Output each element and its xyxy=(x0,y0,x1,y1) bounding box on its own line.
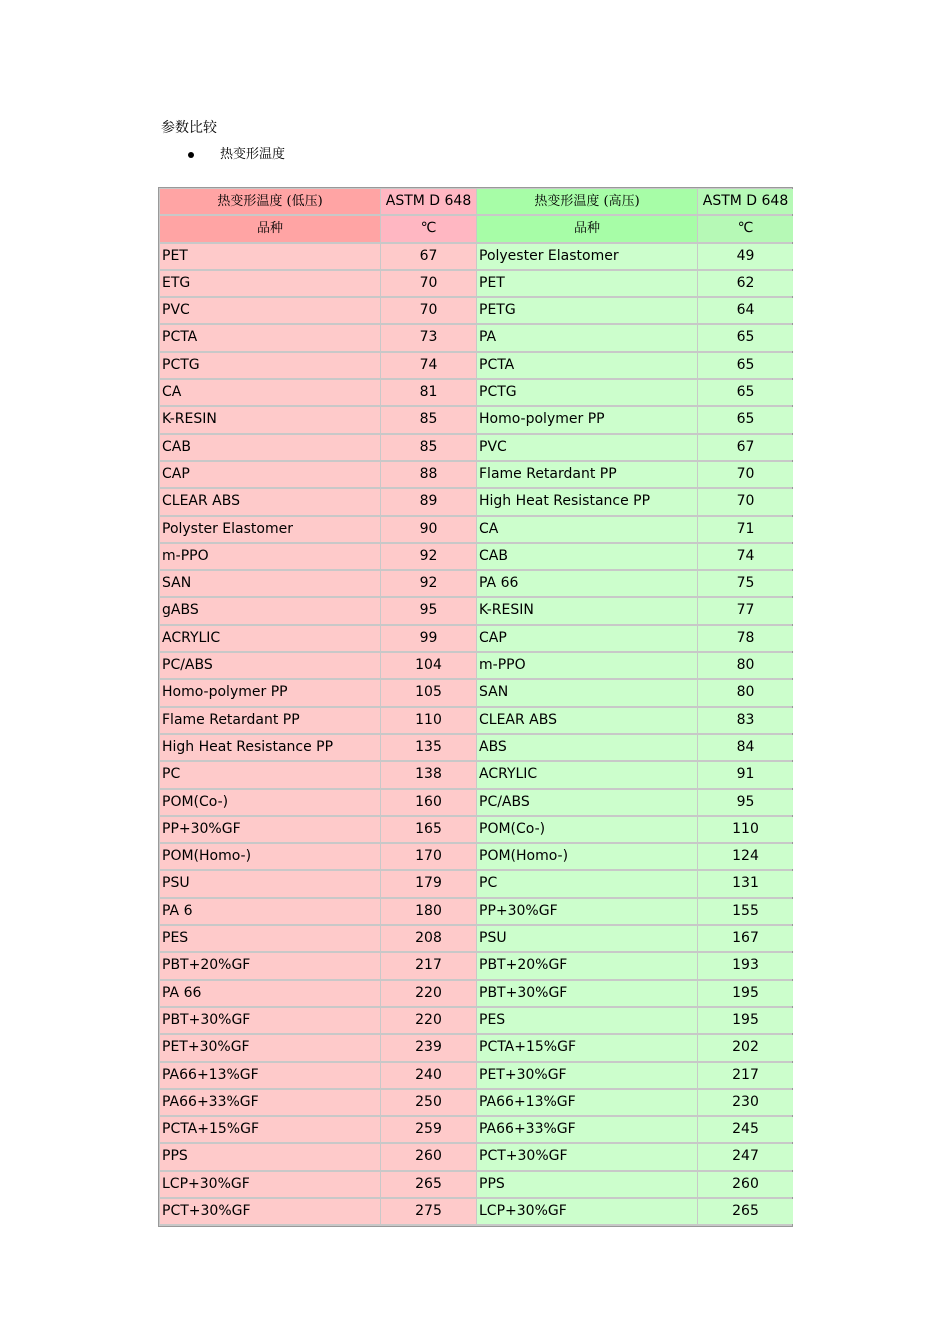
low-hdt-value: 74 xyxy=(381,353,476,378)
high-hdt-value: 78 xyxy=(698,626,793,651)
low-hdt-value: 260 xyxy=(381,1144,476,1169)
high-hdt-value: 71 xyxy=(698,517,793,542)
high-hdt-value: 65 xyxy=(698,325,793,350)
high-hdt-value: 91 xyxy=(698,762,793,787)
low-hdt-value: 170 xyxy=(381,844,476,869)
high-material-name: PVC xyxy=(477,435,697,460)
high-hdt-value: 167 xyxy=(698,926,793,951)
low-material-name: PET xyxy=(160,244,380,269)
low-material-name: PCTA+15%GF xyxy=(160,1117,380,1142)
high-hdt-value: 65 xyxy=(698,380,793,405)
high-hdt-value: 230 xyxy=(698,1090,793,1115)
high-hdt-value: 84 xyxy=(698,735,793,760)
high-material-name: CA xyxy=(477,517,697,542)
high-hdt-value: 195 xyxy=(698,1008,793,1033)
high-material-name: PA xyxy=(477,325,697,350)
low-hdt-value: 92 xyxy=(381,544,476,569)
low-material-name: PBT+30%GF xyxy=(160,1008,380,1033)
high-hdt-value: 202 xyxy=(698,1035,793,1060)
low-material-name: POM(Homo-) xyxy=(160,844,380,869)
high-material-name: PC/ABS xyxy=(477,790,697,815)
low-hdt-value: 259 xyxy=(381,1117,476,1142)
bullet-item xyxy=(186,146,285,164)
low-hdt-value: 220 xyxy=(381,981,476,1006)
high-material-name: PA 66 xyxy=(477,571,697,596)
low-material-name: PCT+30%GF xyxy=(160,1199,380,1224)
high-hdt-value: 260 xyxy=(698,1172,793,1197)
high-material-name: PPS xyxy=(477,1172,697,1197)
low-material-name: POM(Co-) xyxy=(160,790,380,815)
high-hdt-value: 265 xyxy=(698,1199,793,1224)
low-hdt-value: 180 xyxy=(381,899,476,924)
high-material-name: PBT+30%GF xyxy=(477,981,697,1006)
high-material-name: ABS xyxy=(477,735,697,760)
high-hdt-value: 65 xyxy=(698,353,793,378)
low-material-name: gABS xyxy=(160,598,380,623)
high-hdt-value: 195 xyxy=(698,981,793,1006)
header-high-standard: ASTM D 648 xyxy=(698,189,793,214)
low-material-name: High Heat Resistance PP xyxy=(160,735,380,760)
high-material-name: Flame Retardant PP xyxy=(477,462,697,487)
header-low-title: 热变形温度 (低压) xyxy=(160,189,380,214)
low-hdt-value: 208 xyxy=(381,926,476,951)
low-hdt-value: 92 xyxy=(381,571,476,596)
low-hdt-value: 70 xyxy=(381,271,476,296)
low-material-name: PBT+20%GF xyxy=(160,953,380,978)
high-material-name: Polyester Elastomer xyxy=(477,244,697,269)
low-hdt-value: 104 xyxy=(381,653,476,678)
high-material-name: PCTA xyxy=(477,353,697,378)
low-material-name: CA xyxy=(160,380,380,405)
low-material-name: PCTG xyxy=(160,353,380,378)
high-hdt-value: 155 xyxy=(698,899,793,924)
high-hdt-value: 131 xyxy=(698,871,793,896)
subheader-low-unit: ℃ xyxy=(381,216,476,241)
low-material-name: K-RESIN xyxy=(160,407,380,432)
header-high-title: 热变形温度 (高压) xyxy=(477,189,697,214)
high-material-name: PCTG xyxy=(477,380,697,405)
low-material-name: Polyster Elastomer xyxy=(160,517,380,542)
low-hdt-value: 89 xyxy=(381,489,476,514)
low-hdt-value: 239 xyxy=(381,1035,476,1060)
high-hdt-value: 70 xyxy=(698,462,793,487)
high-material-name: PES xyxy=(477,1008,697,1033)
low-hdt-value: 67 xyxy=(381,244,476,269)
low-material-name: Homo-polymer PP xyxy=(160,680,380,705)
low-hdt-value: 179 xyxy=(381,871,476,896)
low-material-name: PC/ABS xyxy=(160,653,380,678)
low-material-name: PP+30%GF xyxy=(160,817,380,842)
high-hdt-value: 247 xyxy=(698,1144,793,1169)
high-hdt-value: 65 xyxy=(698,407,793,432)
high-hdt-value: 80 xyxy=(698,680,793,705)
low-material-name: ACRYLIC xyxy=(160,626,380,651)
bullet-text: 热变形温度 xyxy=(220,147,286,162)
high-material-name: PSU xyxy=(477,926,697,951)
low-material-name: Flame Retardant PP xyxy=(160,708,380,733)
low-hdt-value: 105 xyxy=(381,680,476,705)
high-hdt-value: 62 xyxy=(698,271,793,296)
high-hdt-value: 67 xyxy=(698,435,793,460)
low-material-name: ETG xyxy=(160,271,380,296)
low-material-name: CAP xyxy=(160,462,380,487)
high-hdt-value: 49 xyxy=(698,244,793,269)
high-material-name: m-PPO xyxy=(477,653,697,678)
low-material-name: PES xyxy=(160,926,380,951)
low-hdt-value: 220 xyxy=(381,1008,476,1033)
low-material-name: PPS xyxy=(160,1144,380,1169)
low-material-name: PET+30%GF xyxy=(160,1035,380,1060)
low-material-name: SAN xyxy=(160,571,380,596)
low-material-name: PA 66 xyxy=(160,981,380,1006)
low-hdt-value: 85 xyxy=(381,435,476,460)
hdt-comparison-table xyxy=(158,187,793,1227)
header-low-standard: ASTM D 648 xyxy=(381,189,476,214)
low-hdt-value: 265 xyxy=(381,1172,476,1197)
high-material-name: PET+30%GF xyxy=(477,1063,697,1088)
high-material-name: PCT+30%GF xyxy=(477,1144,697,1169)
high-material-name: High Heat Resistance PP xyxy=(477,489,697,514)
low-material-name: LCP+30%GF xyxy=(160,1172,380,1197)
low-hdt-value: 240 xyxy=(381,1063,476,1088)
high-material-name: CAB xyxy=(477,544,697,569)
high-material-name: SAN xyxy=(477,680,697,705)
low-hdt-value: 95 xyxy=(381,598,476,623)
low-material-name: PCTA xyxy=(160,325,380,350)
high-material-name: PET xyxy=(477,271,697,296)
high-hdt-value: 95 xyxy=(698,790,793,815)
high-material-name: K-RESIN xyxy=(477,598,697,623)
high-material-name: POM(Co-) xyxy=(477,817,697,842)
high-material-name: PA66+33%GF xyxy=(477,1117,697,1142)
high-hdt-value: 124 xyxy=(698,844,793,869)
high-hdt-value: 83 xyxy=(698,708,793,733)
high-material-name: PP+30%GF xyxy=(477,899,697,924)
high-material-name: LCP+30%GF xyxy=(477,1199,697,1224)
low-material-name: m-PPO xyxy=(160,544,380,569)
high-hdt-value: 217 xyxy=(698,1063,793,1088)
low-material-name: CAB xyxy=(160,435,380,460)
subheader-high-name: 品种 xyxy=(477,216,697,241)
high-hdt-value: 75 xyxy=(698,571,793,596)
low-material-name: PVC xyxy=(160,298,380,323)
low-hdt-value: 90 xyxy=(381,517,476,542)
high-material-name: CLEAR ABS xyxy=(477,708,697,733)
high-material-name: PCTA+15%GF xyxy=(477,1035,697,1060)
low-hdt-value: 135 xyxy=(381,735,476,760)
low-material-name: PA66+33%GF xyxy=(160,1090,380,1115)
subheader-low-name: 品种 xyxy=(160,216,380,241)
high-material-name: PA66+13%GF xyxy=(477,1090,697,1115)
low-material-name: PSU xyxy=(160,871,380,896)
low-hdt-value: 85 xyxy=(381,407,476,432)
page-heading: 参数比较 xyxy=(161,120,217,136)
low-hdt-value: 217 xyxy=(381,953,476,978)
bullet-dot-icon xyxy=(188,152,194,158)
low-hdt-value: 250 xyxy=(381,1090,476,1115)
high-material-name: POM(Homo-) xyxy=(477,844,697,869)
high-hdt-value: 110 xyxy=(698,817,793,842)
low-hdt-value: 138 xyxy=(381,762,476,787)
high-material-name: PBT+20%GF xyxy=(477,953,697,978)
low-hdt-value: 110 xyxy=(381,708,476,733)
high-material-name: PC xyxy=(477,871,697,896)
high-hdt-value: 64 xyxy=(698,298,793,323)
high-material-name: ACRYLIC xyxy=(477,762,697,787)
low-material-name: PC xyxy=(160,762,380,787)
high-hdt-value: 70 xyxy=(698,489,793,514)
low-hdt-value: 275 xyxy=(381,1199,476,1224)
high-material-name: CAP xyxy=(477,626,697,651)
low-hdt-value: 160 xyxy=(381,790,476,815)
high-hdt-value: 193 xyxy=(698,953,793,978)
low-hdt-value: 165 xyxy=(381,817,476,842)
low-hdt-value: 81 xyxy=(381,380,476,405)
low-hdt-value: 70 xyxy=(381,298,476,323)
low-hdt-value: 99 xyxy=(381,626,476,651)
low-material-name: PA 6 xyxy=(160,899,380,924)
high-hdt-value: 77 xyxy=(698,598,793,623)
high-hdt-value: 80 xyxy=(698,653,793,678)
low-hdt-value: 73 xyxy=(381,325,476,350)
high-hdt-value: 74 xyxy=(698,544,793,569)
low-material-name: CLEAR ABS xyxy=(160,489,380,514)
low-hdt-value: 88 xyxy=(381,462,476,487)
low-material-name: PA66+13%GF xyxy=(160,1063,380,1088)
high-material-name: PETG xyxy=(477,298,697,323)
high-material-name: Homo-polymer PP xyxy=(477,407,697,432)
high-hdt-value: 245 xyxy=(698,1117,793,1142)
subheader-high-unit: ℃ xyxy=(698,216,793,241)
